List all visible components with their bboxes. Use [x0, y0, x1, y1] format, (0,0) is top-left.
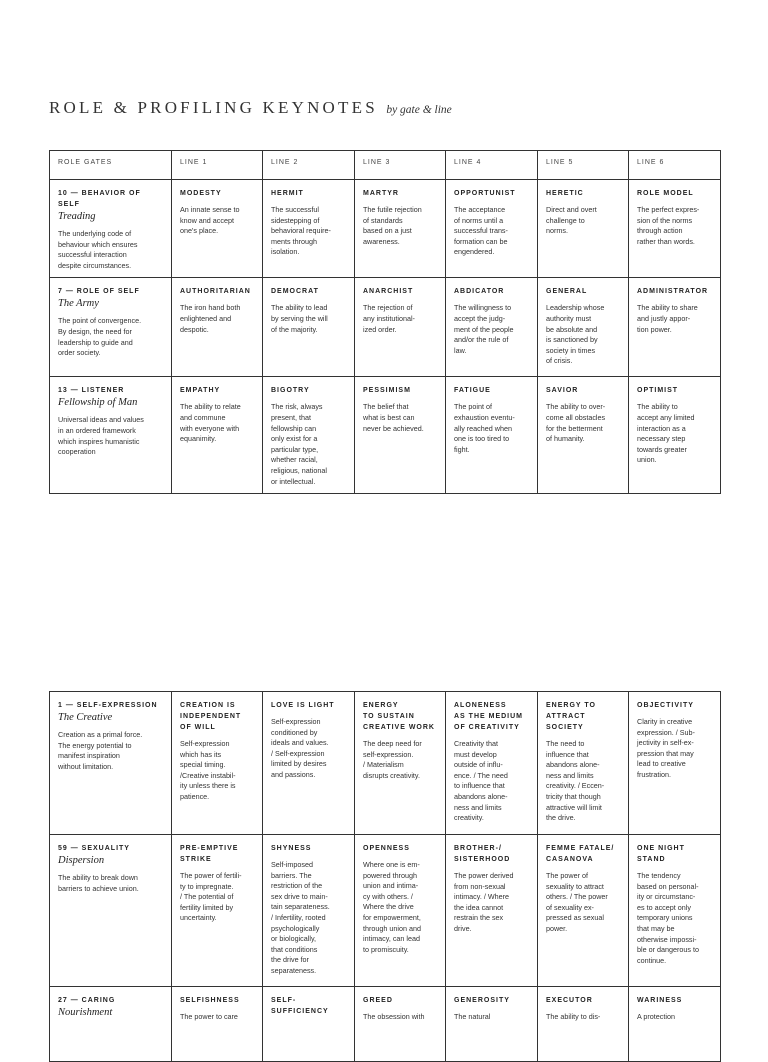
line-title: DEMOCRAT [271, 288, 319, 296]
line-cell [355, 987, 446, 1062]
line-description: The willingness to accept the judg- ment of the people and/or the rule of law. [454, 303, 514, 355]
gate-title: 1 — SELF-EXPRESSION [58, 702, 158, 709]
gate-subtitle: Fellowship of Man [58, 397, 138, 409]
line-cell [446, 835, 538, 987]
line-title: ENERGY TO SUSTAIN CREATIVE WORK [363, 702, 435, 731]
line-title: SAVIOR [546, 387, 579, 395]
column-header: LINE 1 [172, 151, 263, 180]
line-description: The obsession with [363, 1012, 425, 1021]
line-description: The ability to accept any limited interaction as a necessary step towards greater union. [637, 402, 695, 465]
line-title: ALONENESS AS THE MEDIUM OF CREATIVITY [454, 702, 523, 731]
line-title: WARINESS [637, 997, 683, 1004]
line-cell [263, 692, 355, 835]
line-description: The need to influence that abandons alone- ness and limits creativity. / Eccen- tricity that though attractive will limit the drive. [546, 739, 605, 823]
line-title: ROLE MODEL [637, 190, 694, 197]
line-description: The perfect expres- sion of the norms through action rather than words. [637, 205, 700, 246]
line-title: EXECUTOR [546, 997, 593, 1004]
line-cell [446, 987, 538, 1062]
line-description: The ability to lead by serving the will of the majority. [271, 303, 328, 334]
line-title: BIGOTRY [271, 387, 310, 395]
line-description: The belief that what is best can never be achieved. [363, 402, 424, 433]
line-cell [538, 278, 629, 377]
line-description: The ability to share and justly appor- tion power. [637, 303, 698, 334]
line-cell [355, 692, 446, 835]
page-heading [49, 98, 452, 118]
gate-description: Universal ideas and values in an ordered framework which inspires humanistic cooperation [58, 415, 144, 457]
line-description: The acceptance of norms until a successful trans- formation can be engendered. [454, 205, 508, 257]
line-title: GENEROSITY [454, 997, 510, 1004]
line-cell [446, 278, 538, 377]
line-title: HERMIT [271, 190, 304, 197]
table-row [50, 835, 721, 987]
line-cell [629, 692, 721, 835]
line-title: ENERGY TO ATTRACT SOCIETY [546, 702, 596, 731]
line-cell [172, 987, 263, 1062]
gate-cell [50, 835, 172, 987]
line-cell [355, 377, 446, 494]
gate-subtitle: The Army [58, 298, 99, 310]
line-title: MODESTY [180, 190, 222, 197]
gate-title: 13 — LISTENER [58, 387, 125, 395]
gate-cell [50, 180, 172, 278]
line-cell [538, 987, 629, 1062]
line-cell [263, 278, 355, 377]
column-header: LINE 6 [629, 151, 721, 180]
line-cell [629, 987, 721, 1062]
line-description: The natural [454, 1012, 491, 1021]
line-description: The power derived from non-sexual intimacy. / Where the idea cannot restrain the sex drive. [454, 871, 514, 933]
line-description: Where one is em- powered through union and intima- cy with others. / Where the drive for empowerment, through union and intimacy, can lead to promiscuity. [363, 860, 421, 954]
line-title: SELFISHNESS [180, 997, 240, 1004]
line-description: The successful sidestepping of behavioral require- ments through isolation. [271, 205, 331, 257]
line-description: The power of sexuality to attract others. / The power of sexuality ex- pressed as sexual power. [546, 871, 608, 933]
line-description: Clarity in creative expression. / Sub- jectivity in self-ex- pression that may lead to creative frustration. [637, 717, 695, 779]
line-description: The iron hand both enlightened and despotic. [180, 303, 241, 334]
column-header: LINE 5 [538, 151, 629, 180]
line-title: GREED [363, 997, 393, 1004]
line-description: The point of exhaustion eventu- ally reached when one is too tired to fight. [454, 402, 515, 454]
line-title: LOVE IS LIGHT [271, 702, 335, 709]
gate-cell [50, 692, 172, 835]
gate-subtitle: Treading [58, 211, 96, 222]
gate-subtitle: Dispersion [58, 855, 105, 866]
line-description: The tendency based on personal- ity or circumstanc- es to accept only temporary unions that may be otherwise impossi- ble or dangerous to continue. [637, 871, 699, 965]
line-title: BROTHER-/ SISTERHOOD [454, 845, 511, 863]
line-cell [172, 377, 263, 494]
line-description: The risk, always present, that fellowship can only exist for a particular type, whether racial, religious, national or intellectual. [271, 402, 327, 486]
line-title: HERETIC [546, 190, 584, 197]
line-cell [355, 278, 446, 377]
table-row [50, 180, 721, 278]
table-row [50, 692, 721, 835]
line-title: PESSIMISM [363, 387, 411, 395]
line-description: Leadership whose authority must be absolute and is sanctioned by society in times of crisis. [546, 303, 605, 366]
line-description: Creativity that must develop outside of influ- ence. / The need to influence that abandons alone- ness and limits creativity. [454, 739, 508, 823]
line-title: CREATION IS INDEPENDENT OF WILL [180, 702, 242, 731]
table-row [50, 377, 721, 494]
line-title: PRE-EMPTIVE STRIKE [180, 845, 239, 863]
line-description: The ability to relate and commune with everyone with equanimity. [180, 402, 241, 444]
line-title: OBJECTIVITY [637, 702, 694, 709]
line-description: The rejection of any institutional- ized order. [363, 303, 415, 334]
gate-title: 10 — BEHAVIOR OF SELF [58, 190, 141, 208]
page-title: ROLE & PROFILING KEYNOTES [49, 98, 378, 117]
line-cell [263, 377, 355, 494]
line-title: EMPATHY [180, 387, 221, 395]
gate-cell [50, 987, 172, 1062]
gate-description: The ability to break down barriers to achieve union. [58, 873, 139, 893]
line-cell [538, 835, 629, 987]
line-description: Self-expression conditioned by ideals and values. / Self-expression limited by desires and passions. [271, 717, 329, 779]
line-title: ADMINISTRATOR [637, 288, 709, 296]
line-description: The futile rejection of standards based on a just awareness. [363, 205, 422, 246]
gate-description: The underlying code of behaviour which ensures successful interaction despite circumstances. [58, 229, 138, 270]
gate-description: The point of convergence. By design, the need for leadership to guide and order society. [58, 316, 142, 358]
line-cell [538, 180, 629, 278]
column-header: ROLE GATES [50, 151, 172, 180]
gate-subtitle: Nourishment [58, 1007, 113, 1018]
line-description: The ability to dis- [546, 1012, 601, 1021]
line-cell [446, 180, 538, 278]
line-cell [538, 377, 629, 494]
line-title: SHYNESS [271, 845, 312, 852]
line-cell [446, 692, 538, 835]
line-title: ONE NIGHT STAND [637, 845, 685, 863]
line-cell [538, 692, 629, 835]
line-cell [629, 377, 721, 494]
line-title: MARTYR [363, 190, 399, 197]
gate-title: 27 — CARING [58, 997, 116, 1004]
line-description: The power to care [180, 1012, 238, 1021]
line-cell [355, 835, 446, 987]
line-cell [172, 180, 263, 278]
role-gates-table [49, 150, 721, 494]
line-title: FATIGUE [454, 387, 491, 395]
line-title: SELF- SUFFICIENCY [271, 997, 329, 1015]
line-cell [263, 987, 355, 1062]
line-title: AUTHORITARIAN [180, 288, 251, 296]
line-description: Direct and overt challenge to norms. [546, 205, 597, 236]
line-description: An innate sense to know and accept one's place. [180, 205, 240, 236]
line-title: ABDICATOR [454, 288, 505, 296]
line-cell [172, 278, 263, 377]
gate-cell [50, 278, 172, 377]
line-title: ANARCHIST [363, 288, 414, 296]
table-row [50, 278, 721, 377]
line-description: The ability to over- come all obstacles for the betterment of humanity. [546, 402, 606, 444]
role-gates-table-continued [49, 691, 721, 1062]
column-header: LINE 4 [446, 151, 538, 180]
line-cell [629, 180, 721, 278]
line-description: The deep need for self-expression. / Materialism disrupts creativity. [363, 739, 422, 780]
table-header-row [50, 151, 721, 180]
line-cell [446, 377, 538, 494]
line-description: Self-expression which has its special timing. /Creative instabil- ity unless there is patience. [180, 739, 236, 801]
line-description: The power of fertili- ty to impregnate. / The potential of fertility limited by uncertainty. [180, 871, 242, 923]
line-cell [629, 278, 721, 377]
line-description: A protection [637, 1012, 675, 1021]
line-cell [172, 835, 263, 987]
line-cell [263, 835, 355, 987]
gate-title: 7 — ROLE OF SELF [58, 288, 140, 296]
line-title: OPTIMIST [637, 387, 679, 395]
line-cell [172, 692, 263, 835]
gate-cell [50, 377, 172, 494]
line-title: OPPORTUNIST [454, 190, 516, 197]
line-cell [629, 835, 721, 987]
gate-title: 59 — SEXUALITY [58, 845, 130, 852]
column-header: LINE 3 [355, 151, 446, 180]
line-cell [355, 180, 446, 278]
gate-description: Creation as a primal force. The energy potential to manifest inspiration without limitation. [58, 730, 143, 771]
line-title: OPENNESS [363, 845, 410, 852]
column-header: LINE 2 [263, 151, 355, 180]
line-title: GENERAL [546, 288, 588, 296]
line-description: Self-imposed barriers. The restriction of the sex drive to main- tain separateness. / Infertility, rooted psychologically or biologically, that conditions the drive for separateness. [271, 860, 330, 975]
page-subtitle: by gate & line [386, 104, 452, 116]
table-row [50, 987, 721, 1062]
gate-subtitle: The Creative [58, 712, 113, 723]
line-cell [263, 180, 355, 278]
line-title: FEMME FATALE/ CASANOVA [546, 845, 615, 863]
